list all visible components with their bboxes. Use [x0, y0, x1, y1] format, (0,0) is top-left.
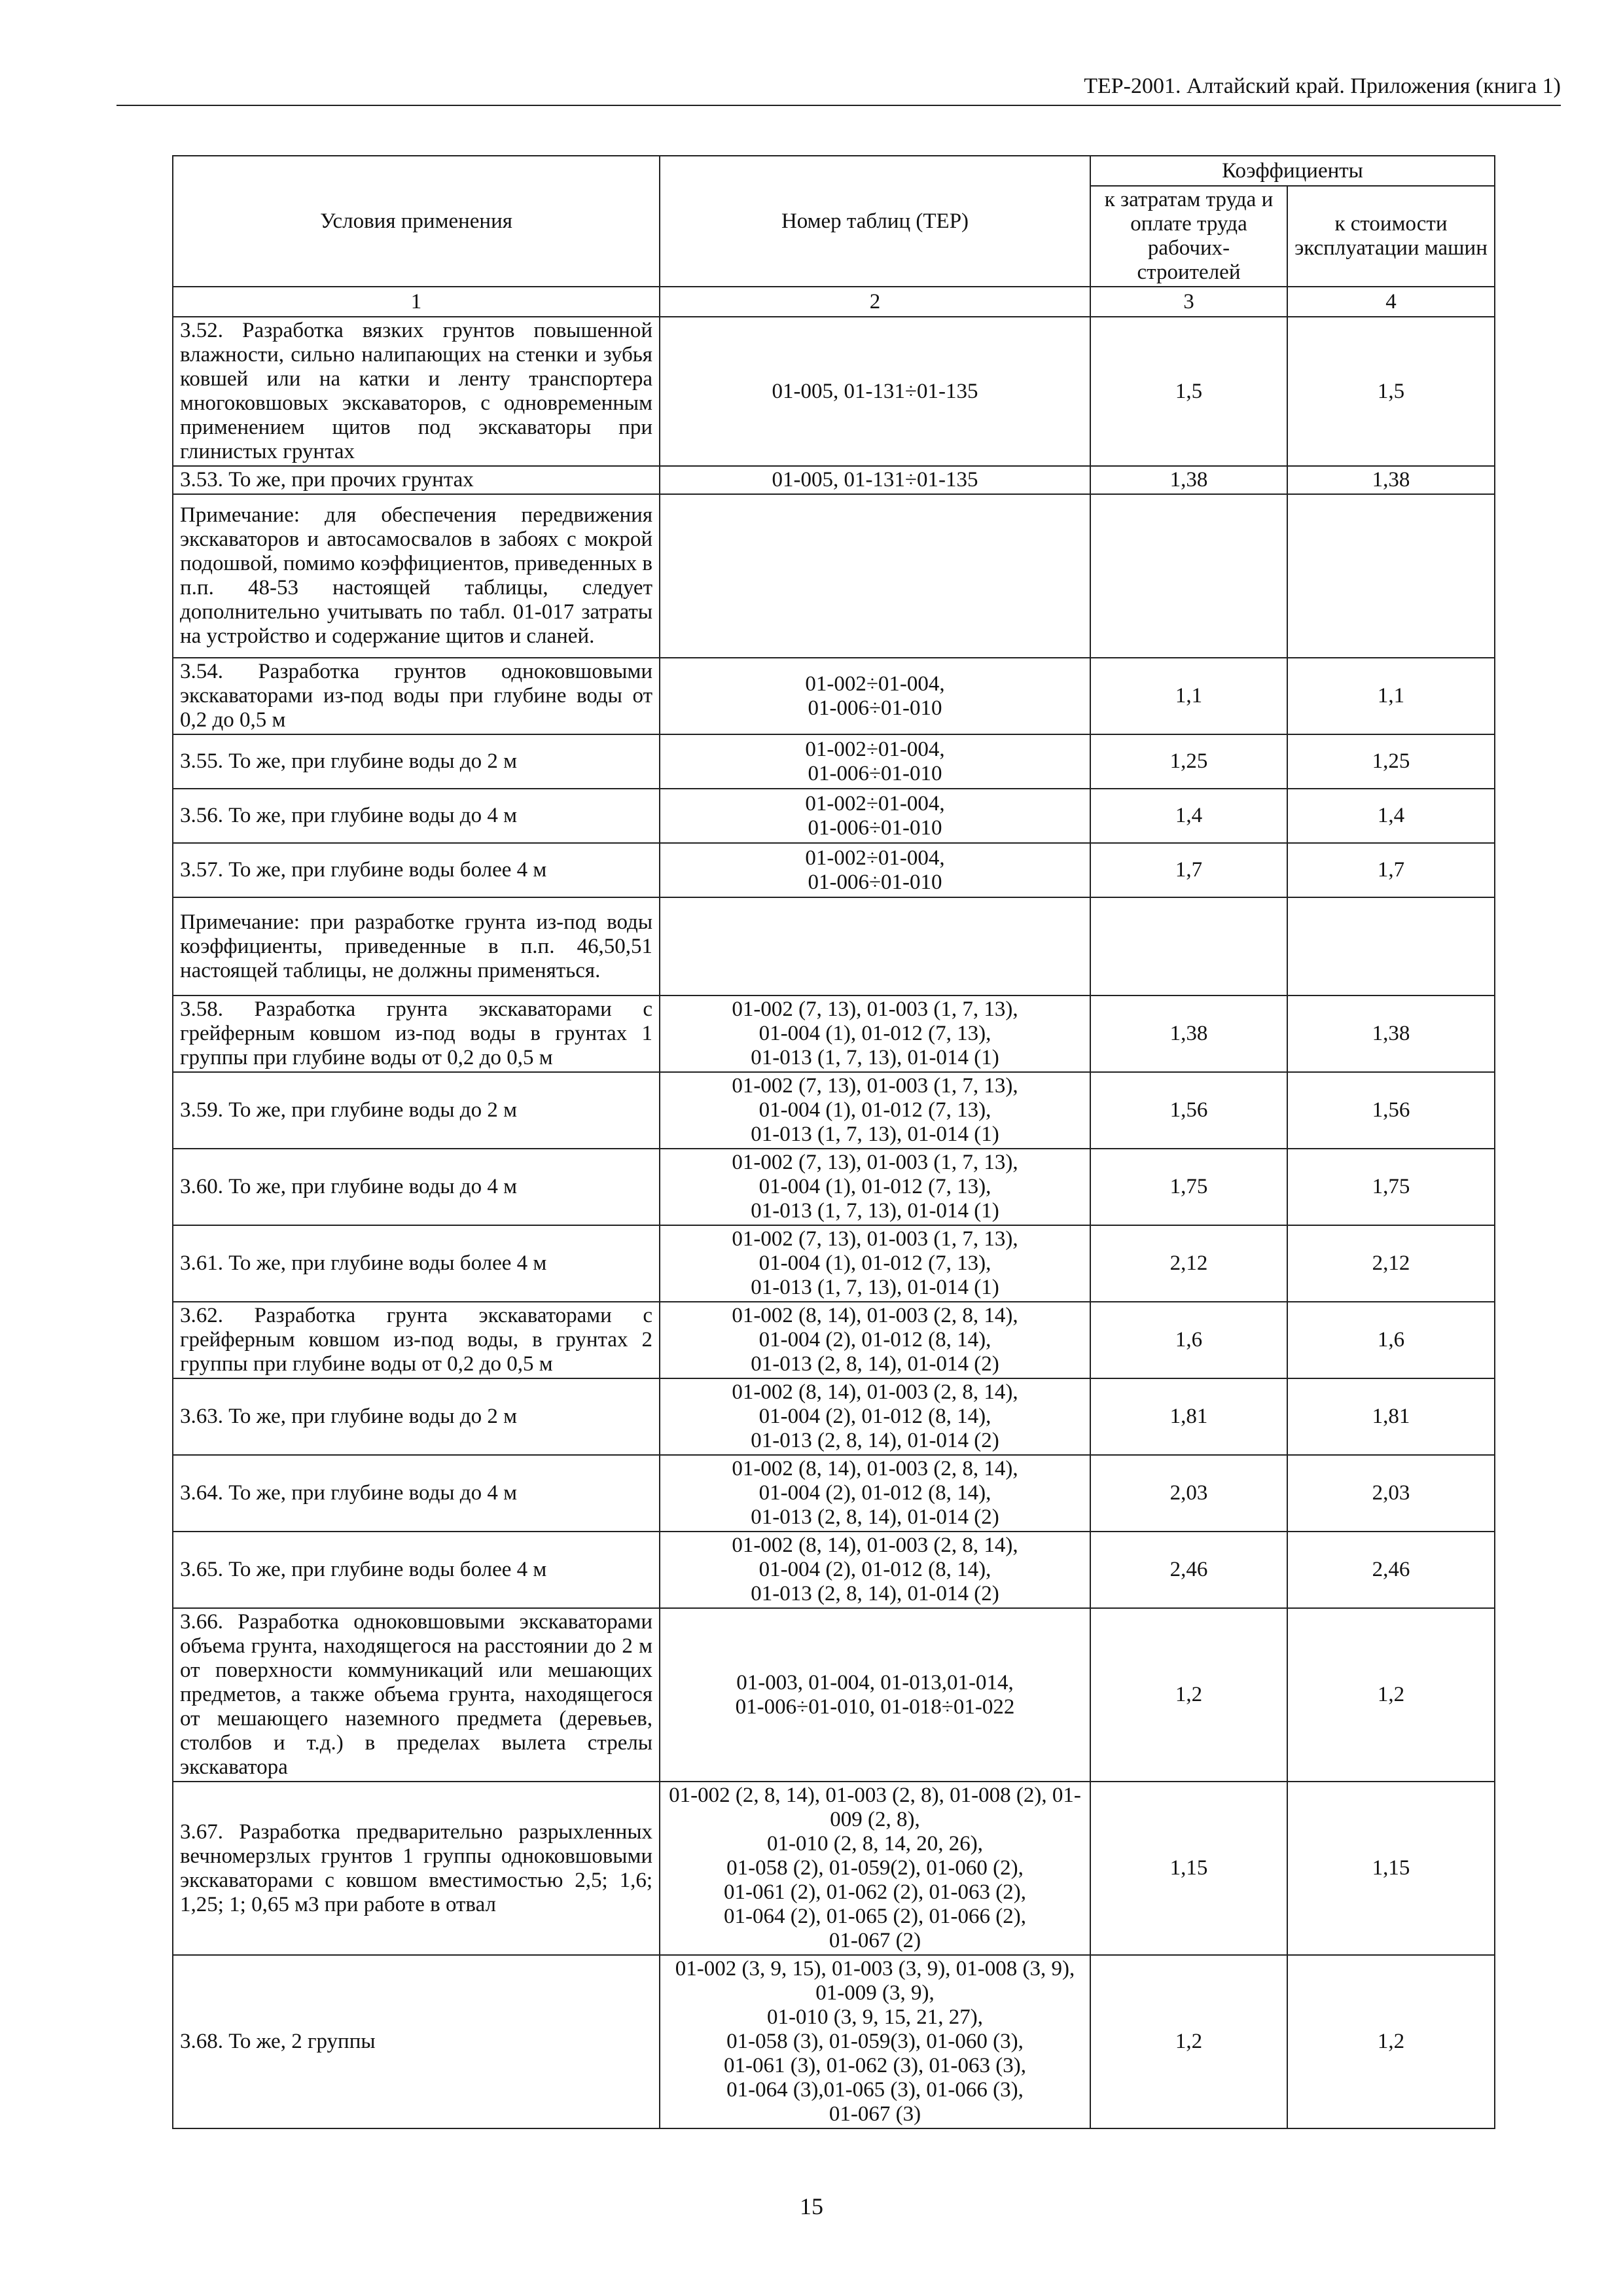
row-conditions: 3.65. То же, при глубине воды более 4 м [173, 1532, 660, 1608]
row-coefficient-labor: 1,38 [1090, 466, 1287, 494]
column-number: 4 [1287, 287, 1495, 317]
row-coefficient-labor: 1,56 [1090, 1072, 1287, 1149]
table-row [173, 1608, 1495, 1782]
row-conditions: Примечание: для обеспечения передвижения экскаваторов и автосамосвалов в забоях с мокрой подошвой, помимо коэффициентов, приведенных в п.п. 48-53 настоящей таблицы, следует дополнительно учитывать по табл. 01-017 затраты на устройство и содержание щитов и сланей. [173, 494, 660, 658]
page-number: 15 [800, 2193, 823, 2219]
row-coefficient-labor: 1,2 [1090, 1955, 1287, 2128]
row-table-numbers [660, 494, 1090, 658]
row-conditions: 3.57. То же, при глубине воды более 4 м [173, 843, 660, 897]
table-row [173, 1149, 1495, 1225]
row-table-numbers: 01-002 (8, 14), 01-003 (2, 8, 14), 01-004 (2), 01-012 (8, 14), 01-013 (2, 8, 14), 01-014 (2) [660, 1532, 1090, 1608]
row-table-numbers: 01-005, 01-131÷01-135 [660, 466, 1090, 494]
table-row [173, 734, 1495, 789]
row-coefficient-labor: 1,7 [1090, 843, 1287, 897]
row-conditions: 3.53. То же, при прочих грунтах [173, 466, 660, 494]
row-table-numbers: 01-002 (8, 14), 01-003 (2, 8, 14), 01-004 (2), 01-012 (8, 14), 01-013 (2, 8, 14), 01-014 (2) [660, 1455, 1090, 1532]
row-table-numbers: 01-002 (8, 14), 01-003 (2, 8, 14), 01-004 (2), 01-012 (8, 14), 01-013 (2, 8, 14), 01-014 (2) [660, 1378, 1090, 1455]
row-coefficient-machines: 1,7 [1287, 843, 1495, 897]
header-machines: к стоимости эксплуатации машин [1287, 186, 1495, 287]
column-number: 3 [1090, 287, 1287, 317]
row-coefficient-machines: 2,03 [1287, 1455, 1495, 1532]
table-row [173, 996, 1495, 1072]
table-row [173, 1532, 1495, 1608]
row-coefficient-labor: 1,2 [1090, 1608, 1287, 1782]
coefficients-table [172, 155, 1495, 2129]
row-coefficient-machines: 1,75 [1287, 1149, 1495, 1225]
row-coefficient-labor: 1,5 [1090, 317, 1287, 466]
row-coefficient-labor: 1,1 [1090, 658, 1287, 734]
column-number: 2 [660, 287, 1090, 317]
table-row [173, 1302, 1495, 1378]
row-coefficient-labor: 1,4 [1090, 789, 1287, 843]
table-row [173, 1225, 1495, 1302]
row-table-numbers: 01-002÷01-004, 01-006÷01-010 [660, 789, 1090, 843]
row-coefficient-machines: 1,4 [1287, 789, 1495, 843]
table-row [173, 494, 1495, 658]
row-coefficient-labor: 1,6 [1090, 1302, 1287, 1378]
row-coefficient-machines: 1,38 [1287, 996, 1495, 1072]
row-coefficient-machines [1287, 897, 1495, 996]
row-coefficient-machines: 1,38 [1287, 466, 1495, 494]
row-coefficient-machines: 1,56 [1287, 1072, 1495, 1149]
row-conditions: 3.62. Разработка грунта экскаваторами с грейферным ковшом из-под воды, в грунтах 2 группы при глубине воды от 0,2 до 0,5 м [173, 1302, 660, 1378]
row-table-numbers: 01-002 (8, 14), 01-003 (2, 8, 14), 01-004 (2), 01-012 (8, 14), 01-013 (2, 8, 14), 01-014 (2) [660, 1302, 1090, 1378]
row-coefficient-machines: 2,46 [1287, 1532, 1495, 1608]
row-coefficient-labor: 1,75 [1090, 1149, 1287, 1225]
row-coefficient-labor [1090, 494, 1287, 658]
row-table-numbers: 01-002 (7, 13), 01-003 (1, 7, 13), 01-004 (1), 01-012 (7, 13), 01-013 (1, 7, 13), 01-014 (1) [660, 1072, 1090, 1149]
row-conditions: 3.52. Разработка вязких грунтов повышенной влажности, сильно налипающих на стенки и зубья ковшей или на катки и ленту транспортера многоковшовых экскаваторов, с одновременным применением щитов под экскаваторы при глинистых грунтах [173, 317, 660, 466]
header-tables: Номер таблиц (ТЕР) [660, 156, 1090, 287]
row-table-numbers: 01-002 (7, 13), 01-003 (1, 7, 13), 01-004 (1), 01-012 (7, 13), 01-013 (1, 7, 13), 01-014 (1) [660, 1149, 1090, 1225]
table-row [173, 1072, 1495, 1149]
row-coefficient-machines: 1,1 [1287, 658, 1495, 734]
row-table-numbers [660, 897, 1090, 996]
row-table-numbers: 01-002÷01-004, 01-006÷01-010 [660, 658, 1090, 734]
row-coefficient-labor: 2,46 [1090, 1532, 1287, 1608]
table-row [173, 466, 1495, 494]
row-coefficient-machines: 2,12 [1287, 1225, 1495, 1302]
table-row [173, 843, 1495, 897]
row-coefficient-machines: 1,25 [1287, 734, 1495, 789]
table-row [173, 897, 1495, 996]
table-row [173, 1955, 1495, 2128]
row-coefficient-machines: 1,5 [1287, 317, 1495, 466]
row-coefficient-machines: 1,2 [1287, 1608, 1495, 1782]
row-coefficient-labor: 1,38 [1090, 996, 1287, 1072]
table-row [173, 1782, 1495, 1955]
row-conditions: 3.66. Разработка одноковшовыми экскаваторами объема грунта, находящегося на расстоянии до 2 м от поверхности коммуникаций или мешающих предметов, а также объема грунта, находящегося от мешающего наземного предмета (деревьев, столбов и т.д.) в пределах вылета стрелы экскаватора [173, 1608, 660, 1782]
table-body [173, 317, 1495, 2128]
row-coefficient-machines [1287, 494, 1495, 658]
row-coefficient-machines: 1,2 [1287, 1955, 1495, 2128]
row-coefficient-machines: 1,15 [1287, 1782, 1495, 1955]
header-coefficients: Коэффициенты [1090, 156, 1495, 186]
column-number: 1 [173, 287, 660, 317]
row-table-numbers: 01-003, 01-004, 01-013,01-014, 01-006÷01-010, 01-018÷01-022 [660, 1608, 1090, 1782]
row-table-numbers: 01-002 (2, 8, 14), 01-003 (2, 8), 01-008 (2), 01-009 (2, 8), 01-010 (2, 8, 14, 20, 26), 01-058 (2), 01-059(2), 01-060 (2), 01-061 (2), 01-062 (2), 01-063 (2), 01-064 (2), 01-065 (2), 01-066 (2), 01-067 (2) [660, 1782, 1090, 1955]
table-row [173, 1455, 1495, 1532]
row-conditions: 3.54. Разработка грунтов одноковшовыми экскаваторами из-под воды при глубине воды от 0,2 до 0,5 м [173, 658, 660, 734]
row-conditions: 3.67. Разработка предварительно разрыхленных вечномерзлых грунтов 1 группы одноковшовыми экскаваторами с ковшом вместимостью 2,5; 1,6; 1,25; 1; 0,65 м3 при работе в отвал [173, 1782, 660, 1955]
row-conditions: 3.55. То же, при глубине воды до 2 м [173, 734, 660, 789]
row-table-numbers: 01-002÷01-004, 01-006÷01-010 [660, 734, 1090, 789]
row-conditions: 3.59. То же, при глубине воды до 2 м [173, 1072, 660, 1149]
row-table-numbers: 01-002÷01-004, 01-006÷01-010 [660, 843, 1090, 897]
row-table-numbers: 01-002 (3, 9, 15), 01-003 (3, 9), 01-008 (3, 9), 01-009 (3, 9), 01-010 (3, 9, 15, 21, 27), 01-058 (3), 01-059(3), 01-060 (3), 01-061 (3), 01-062 (3), 01-063 (3), 01-064 (3),01-065 (3), 01-066 (3), 01-067 (3) [660, 1955, 1090, 2128]
row-table-numbers: 01-002 (7, 13), 01-003 (1, 7, 13), 01-004 (1), 01-012 (7, 13), 01-013 (1, 7, 13), 01-014 (1) [660, 996, 1090, 1072]
row-coefficient-labor: 1,25 [1090, 734, 1287, 789]
row-table-numbers: 01-002 (7, 13), 01-003 (1, 7, 13), 01-004 (1), 01-012 (7, 13), 01-013 (1, 7, 13), 01-014 (1) [660, 1225, 1090, 1302]
row-coefficient-labor: 2,03 [1090, 1455, 1287, 1532]
table-row [173, 317, 1495, 466]
table-row [173, 789, 1495, 843]
running-title: ТЕР-2001. Алтайский край. Приложения (книга 1) [116, 72, 1561, 106]
row-conditions: 3.60. То же, при глубине воды до 4 м [173, 1149, 660, 1225]
row-conditions: 3.64. То же, при глубине воды до 4 м [173, 1455, 660, 1532]
table-row [173, 1378, 1495, 1455]
row-conditions: 3.56. То же, при глубине воды до 4 м [173, 789, 660, 843]
row-conditions: 3.61. То же, при глубине воды более 4 м [173, 1225, 660, 1302]
row-conditions: 3.63. То же, при глубине воды до 2 м [173, 1378, 660, 1455]
row-coefficient-machines: 1,6 [1287, 1302, 1495, 1378]
row-table-numbers: 01-005, 01-131÷01-135 [660, 317, 1090, 466]
header-conditions: Условия применения [173, 156, 660, 287]
table-row [173, 658, 1495, 734]
row-conditions: Примечание: при разработке грунта из-под воды коэффициенты, приведенные в п.п. 46,50,51 настоящей таблицы, не должны применяться. [173, 897, 660, 996]
row-coefficient-labor [1090, 897, 1287, 996]
row-conditions: 3.68. То же, 2 группы [173, 1955, 660, 2128]
header-labor: к затратам труда и оплате труда рабочих-строителей [1090, 186, 1287, 287]
row-coefficient-labor: 1,15 [1090, 1782, 1287, 1955]
row-coefficient-machines: 1,81 [1287, 1378, 1495, 1455]
row-conditions: 3.58. Разработка грунта экскаваторами с грейферным ковшом из-под воды в грунтах 1 группы при глубине воды от 0,2 до 0,5 м [173, 996, 660, 1072]
row-coefficient-labor: 2,12 [1090, 1225, 1287, 1302]
row-coefficient-labor: 1,81 [1090, 1378, 1287, 1455]
